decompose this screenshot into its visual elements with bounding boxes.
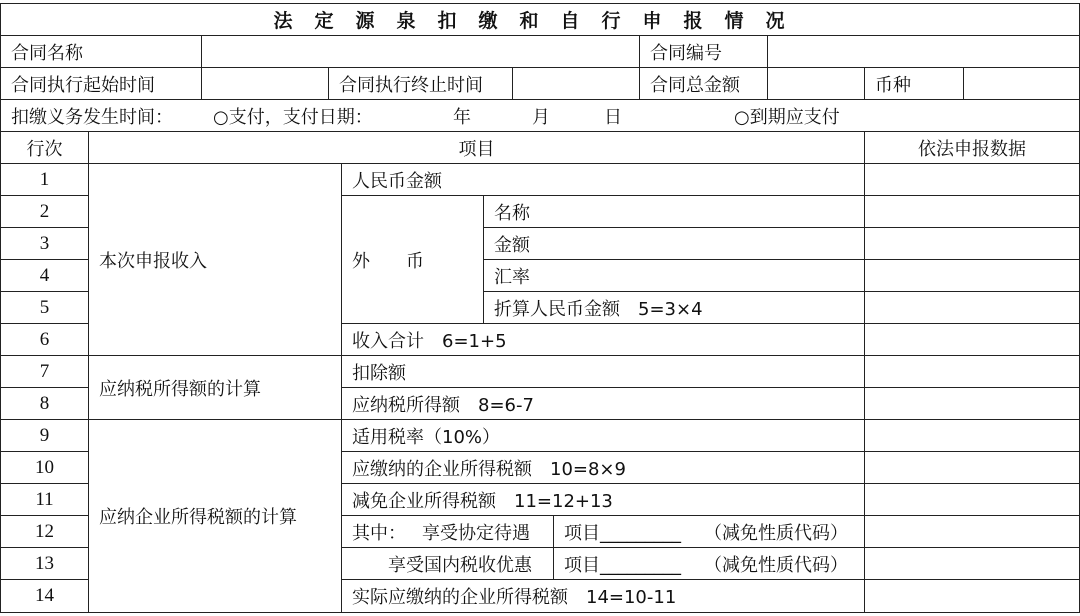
row-number: 10 — [0, 451, 89, 484]
data-cell-row-1[interactable] — [864, 163, 1080, 196]
contract-no-label: 合同编号 — [639, 35, 768, 68]
currency-field[interactable] — [963, 67, 1080, 100]
item-foreign-currency: 外 币 — [341, 195, 484, 324]
item-treaty-cell — [341, 515, 554, 548]
among-label: 其中： — [352, 522, 406, 544]
row-no-header: 行次 — [0, 131, 89, 164]
row-number: 7 — [0, 355, 89, 388]
data-cell-row-4[interactable] — [864, 259, 1080, 292]
item-name: 名称 — [483, 195, 865, 228]
form-title: 法定源泉扣缴和自行申报情况 — [0, 3, 1080, 36]
data-cell-row-6[interactable] — [864, 323, 1080, 356]
total-amount-field[interactable] — [767, 67, 865, 100]
data-cell-row-11[interactable] — [864, 483, 1080, 516]
data-cell-row-14[interactable] — [864, 579, 1080, 613]
month-label: 月 — [532, 106, 550, 128]
currency-label: 币种 — [864, 67, 964, 100]
option-paid-radio[interactable]: ○支付，支付日期： — [213, 106, 373, 128]
obligation-row — [0, 99, 1080, 132]
item-tax-rate: 适用税率（10%） — [341, 419, 865, 452]
option-due-radio[interactable]: ○到期应支付 — [734, 106, 840, 128]
data-cell-row-8[interactable] — [864, 387, 1080, 420]
row-number: 12 — [0, 515, 89, 548]
item-actual-tax: 实际应缴纳的企业所得税额 14=10-11 — [341, 579, 865, 613]
item-income-total: 收入合计 6=1+5 — [341, 323, 865, 356]
total-amount-label: 合同总金额 — [639, 67, 768, 100]
row-number: 3 — [0, 227, 89, 260]
row-number: 5 — [0, 291, 89, 324]
item-rmb-amount: 人民币金额 — [341, 163, 865, 196]
data-cell-row-7[interactable] — [864, 355, 1080, 388]
data-cell-row-2[interactable] — [864, 195, 1080, 228]
treaty-item-blank[interactable]: 项目_________ — [564, 522, 681, 544]
data-cell-row-13[interactable] — [864, 547, 1080, 580]
item-taxable-income: 应纳税所得额 8=6-7 — [341, 387, 865, 420]
item-exchange-rate: 汇率 — [483, 259, 865, 292]
row-number: 14 — [0, 579, 89, 613]
row-number: 11 — [0, 483, 89, 516]
group-tax: 应纳企业所得税额的计算 — [88, 419, 342, 613]
domestic-code-cell — [553, 547, 865, 580]
treaty-relief-code: （减免性质代码） — [704, 522, 848, 544]
item-domestic-cell — [341, 547, 554, 580]
treaty-code-cell — [553, 515, 865, 548]
row-number: 4 — [0, 259, 89, 292]
contract-name-field[interactable] — [201, 35, 640, 68]
end-time-label: 合同执行终止时间 — [328, 67, 513, 100]
data-cell-row-5[interactable] — [864, 291, 1080, 324]
row-number: 2 — [0, 195, 89, 228]
row-number: 8 — [0, 387, 89, 420]
item-tax-relief: 减免企业所得税额 11=12+13 — [341, 483, 865, 516]
group-income: 本次申报收入 — [88, 163, 342, 356]
day-label: 日 — [604, 106, 622, 128]
data-cell-row-12[interactable] — [864, 515, 1080, 548]
domestic-label: 享受国内税收优惠 — [388, 554, 532, 576]
contract-name-label: 合同名称 — [0, 35, 202, 68]
group-taxable: 应纳税所得额的计算 — [88, 355, 342, 420]
data-cell-row-9[interactable] — [864, 419, 1080, 452]
row-number: 6 — [0, 323, 89, 356]
treaty-label: 享受协定待遇 — [422, 522, 530, 544]
domestic-relief-code: （减免性质代码） — [704, 554, 848, 576]
item-tax-payable: 应缴纳的企业所得税额 10=8×9 — [341, 451, 865, 484]
item-deduction: 扣除额 — [341, 355, 865, 388]
contract-no-field[interactable] — [767, 35, 1080, 68]
end-time-field[interactable] — [512, 67, 640, 100]
start-time-label: 合同执行起始时间 — [0, 67, 202, 100]
row-number: 1 — [0, 163, 89, 196]
domestic-item-blank[interactable]: 项目_________ — [564, 554, 681, 576]
year-label: 年 — [453, 106, 471, 128]
item-converted: 折算人民币金额 5=3×4 — [483, 291, 865, 324]
obligation-label: 扣缴义务发生时间： — [11, 106, 173, 128]
data-header: 依法申报数据 — [864, 131, 1080, 164]
data-cell-row-3[interactable] — [864, 227, 1080, 260]
item-amount: 金额 — [483, 227, 865, 260]
start-time-field[interactable] — [201, 67, 329, 100]
data-cell-row-10[interactable] — [864, 451, 1080, 484]
row-number: 13 — [0, 547, 89, 580]
row-number: 9 — [0, 419, 89, 452]
item-header: 项目 — [88, 131, 865, 164]
